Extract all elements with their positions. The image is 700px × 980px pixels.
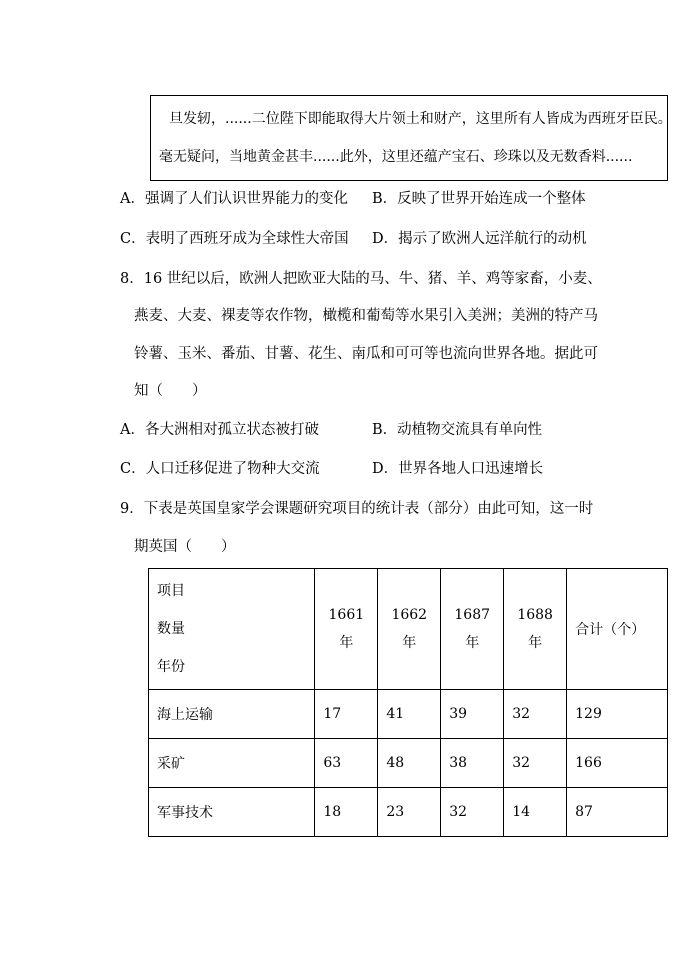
year-header xyxy=(441,569,504,690)
q9-stem-line-1: 9．下表是英国皇家学会课题研究项目的统计表（部分）由此可知，这一时 xyxy=(120,501,594,517)
year-unit: 年 xyxy=(339,635,354,651)
year-header xyxy=(315,569,378,690)
q8-stem-line-2: 燕麦、大麦、裸麦等农作物，橄榄和葡萄等水果引入美洲；美洲的特产马 xyxy=(134,308,598,324)
year-unit: 年 xyxy=(465,635,480,651)
table-cell: 48 xyxy=(378,739,441,788)
table-cell: 39 xyxy=(441,690,504,739)
year-header xyxy=(504,569,567,690)
year-number: 1662 xyxy=(391,607,428,623)
year-unit: 年 xyxy=(402,635,417,651)
corner-label-count: 数量 xyxy=(157,621,185,637)
table-cell: 87 xyxy=(567,788,668,837)
quote-line-2: 毫无疑问，当地黄金甚丰......此外，这里还蕴产宝石、珍珠以及无数香料...... xyxy=(159,149,633,165)
quote-box xyxy=(150,95,672,181)
total-header: 合计（个） xyxy=(567,569,668,690)
q7-option-a: A．强调了人们认识世界能力的变化 xyxy=(120,191,348,207)
q8-option-a: A．各大洲相对孤立状态被打破 xyxy=(120,422,319,438)
q8-option-d: D．世界各地人口迅速增长 xyxy=(372,461,544,477)
table-cell: 129 xyxy=(567,690,668,739)
q7-option-b: B．反映了世界开始连成一个整体 xyxy=(372,191,586,207)
q7-option-c: C．表明了西班牙成为全球性大帝国 xyxy=(120,231,349,247)
table-cell: 63 xyxy=(315,739,378,788)
table-row xyxy=(149,788,668,837)
q8-stem-line-4: 知（ ） xyxy=(134,383,207,399)
table-cell: 18 xyxy=(315,788,378,837)
corner-label-item: 项目 xyxy=(157,583,185,599)
table-cell: 166 xyxy=(567,739,668,788)
table-cell: 32 xyxy=(441,788,504,837)
table-row xyxy=(149,739,668,788)
year-number: 1688 xyxy=(517,607,553,623)
table-cell: 17 xyxy=(315,690,378,739)
year-number: 1687 xyxy=(454,607,491,623)
table-cell: 23 xyxy=(378,788,441,837)
table-header-row xyxy=(149,569,668,690)
row-label: 海上运输 xyxy=(149,690,315,739)
row-label: 军事技术 xyxy=(149,788,315,837)
q8-stem-line-3: 铃薯、玉米、番茄、甘薯、花生、南瓜和可可等也流向世界各地。据此可 xyxy=(134,346,598,362)
table-cell: 41 xyxy=(378,690,441,739)
table-cell: 14 xyxy=(504,788,567,837)
year-header xyxy=(378,569,441,690)
q8-option-c: C．人口迁移促进了物种大交流 xyxy=(120,461,320,477)
statistics-table xyxy=(148,568,668,837)
q7-option-d: D．揭示了欧洲人远洋航行的动机 xyxy=(372,231,587,247)
q8-stem-line-1: 8．16 世纪以后，欧洲人把欧亚大陆的马、牛、猪、羊、鸡等家畜，小麦、 xyxy=(120,271,602,287)
table-cell: 32 xyxy=(504,739,567,788)
table-cell: 38 xyxy=(441,739,504,788)
year-number: 1661 xyxy=(328,607,365,623)
row-label: 采矿 xyxy=(149,739,315,788)
corner-label-year: 年份 xyxy=(157,659,185,675)
table-cell: 32 xyxy=(504,690,567,739)
table-corner-header xyxy=(149,569,315,690)
year-unit: 年 xyxy=(528,635,543,651)
quote-line-1: 旦发轫，......二位陛下即能取得大片领土和财产，这里所有人皆成为西班牙臣民。 xyxy=(169,111,672,127)
q8-option-b: B．动植物交流具有单向性 xyxy=(372,422,543,438)
table-row xyxy=(149,690,668,739)
q9-stem-line-2: 期英国（ ） xyxy=(134,539,236,555)
